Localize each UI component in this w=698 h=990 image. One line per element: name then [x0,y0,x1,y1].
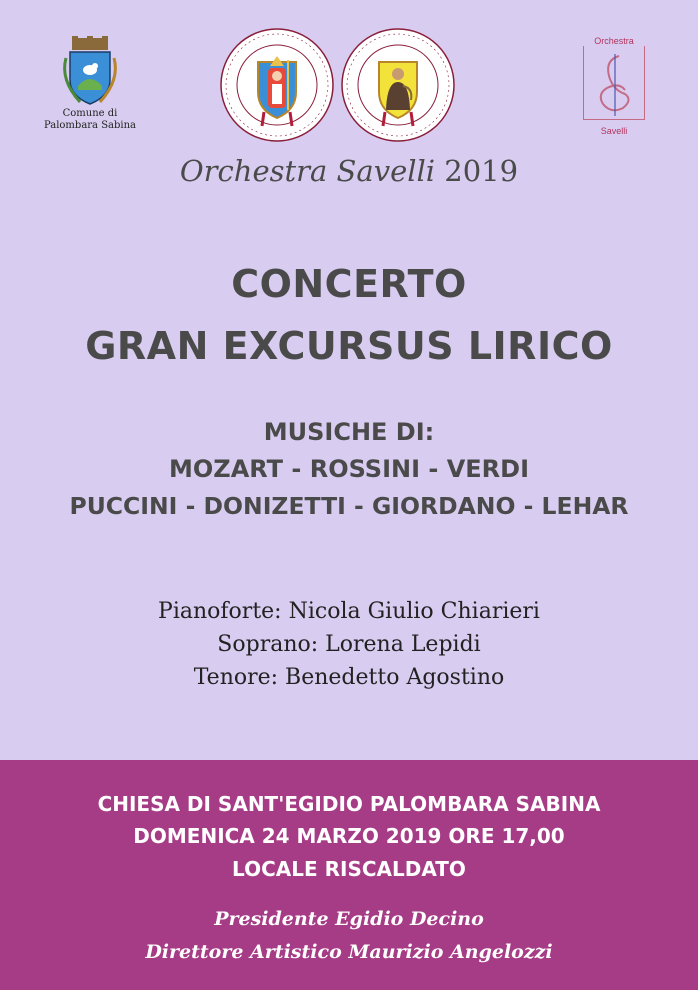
orchestra-logo-top: Orchestra [594,36,634,46]
event-info-band [0,760,698,990]
shield-seal-icon [218,26,336,144]
event-datetime: DOMENICA 24 MARZO 2019 ORE 17,00 [133,824,565,848]
event-venue: CHIESA DI SANT'EGIDIO PALOMBARA SABINA [97,792,601,816]
municipal-crest-icon [58,36,122,108]
parish-seal-santegidio [339,26,457,144]
event-note: LOCALE RISCALDATO [232,857,466,881]
orchestra-name: Orchestra Savelli [179,154,436,188]
performer-soprano: Soprano: Lorena Lepidi [217,632,481,657]
performer-tenore: Tenore: Benedetto Agostino [193,665,505,690]
composers-line1: MOZART - ROSSINI - VERDI [169,455,529,483]
comune-caption-line1: Comune di [62,108,118,119]
comune-caption-line2: Palombara Sabina [43,120,137,131]
concert-title-line1: CONCERTO [231,262,467,306]
orchestra-logo [583,36,645,136]
orchestra-year: 2019 [444,154,519,188]
parish-seal-san-biagio [218,26,336,144]
credit-director: Direttore Artistico Maurizio Angelozzi [145,941,553,963]
performer-pianoforte: Pianoforte: Nicola Giulio Chiarieri [158,599,540,624]
orchestra-heading [0,154,698,188]
treble-clef-icon [593,50,635,120]
comune-logo [38,36,142,132]
concert-title-line2: GRAN EXCURSUS LIRICO [85,324,613,368]
composers-line2: PUCCINI - DONIZETTI - GIORDANO - LEHAR [69,492,629,520]
orchestra-logo-bottom: Savelli [600,126,628,136]
shield-seal-icon [339,26,457,144]
credit-president: Presidente Egidio Decino [214,908,484,930]
music-intro: MUSICHE DI: [263,418,435,446]
